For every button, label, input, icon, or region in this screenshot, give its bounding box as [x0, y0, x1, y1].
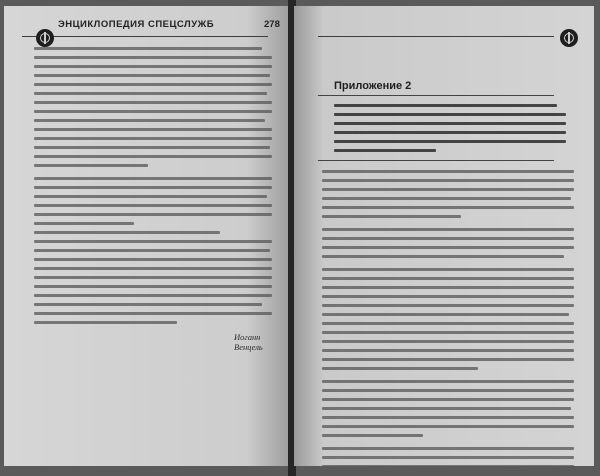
left-page	[4, 6, 290, 466]
document-signature: Иоганн Венцель	[234, 332, 263, 352]
appendix-heading-text	[334, 104, 566, 158]
right-page	[294, 6, 594, 466]
globe-logo-icon	[36, 29, 54, 47]
left-body-text	[34, 47, 272, 330]
running-head-title: ЭНЦИКЛОПЕДИЯ СПЕЦСЛУЖБ	[58, 19, 215, 30]
page-number: 278	[264, 19, 280, 30]
appendix-top-rule	[318, 95, 554, 96]
right-body-text	[322, 170, 574, 466]
globe-logo-icon	[560, 29, 578, 47]
appendix-bottom-rule	[318, 160, 554, 161]
right-page-header	[294, 16, 594, 34]
header-rule	[22, 36, 268, 37]
header-rule	[318, 36, 554, 37]
appendix-title: Приложение 2	[334, 80, 412, 92]
